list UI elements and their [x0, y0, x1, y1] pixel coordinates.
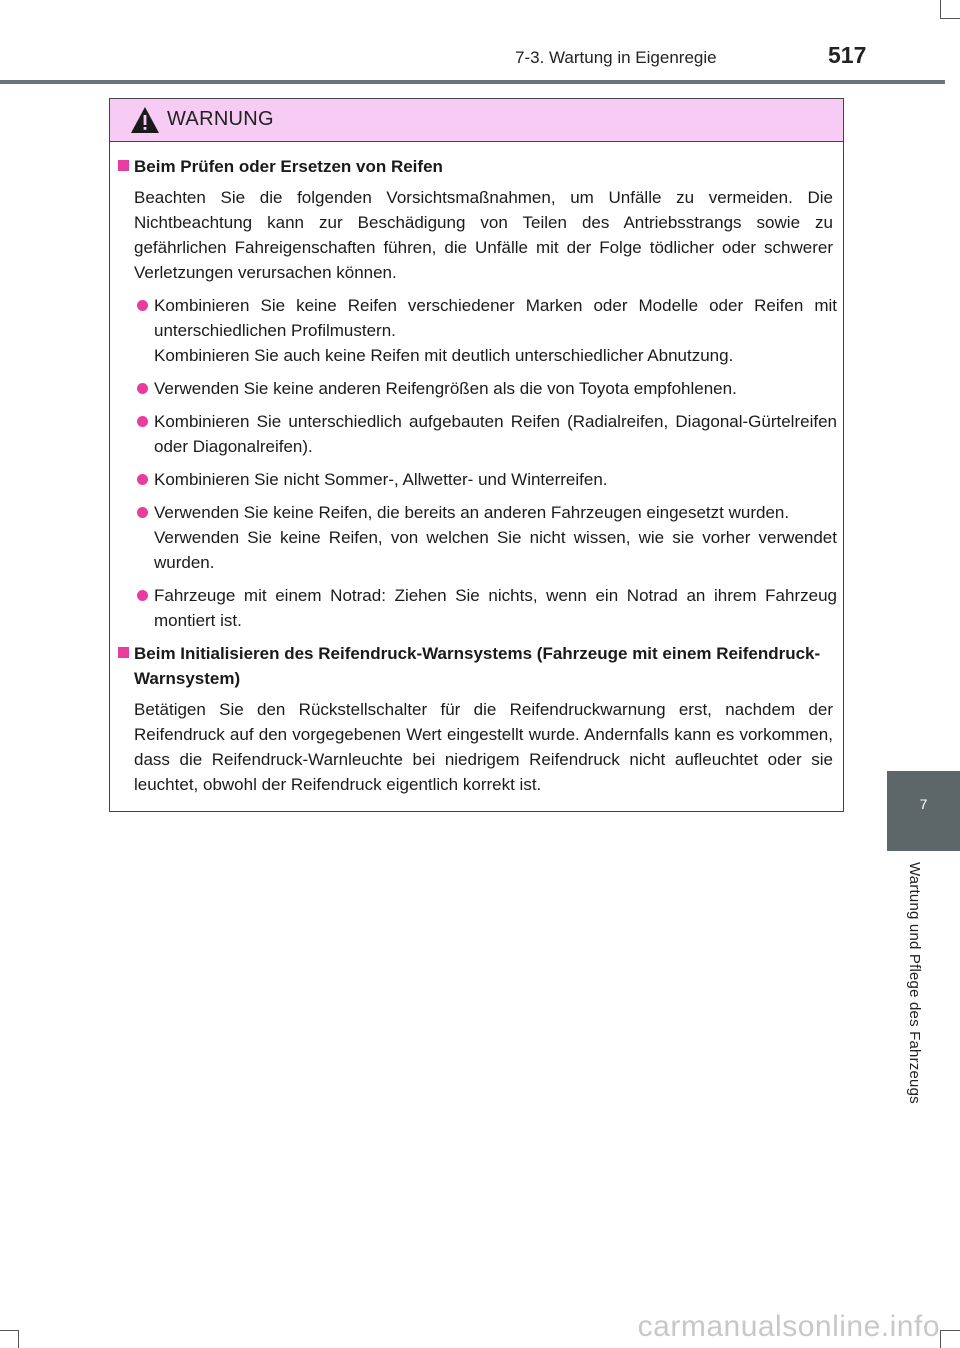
list-item [154, 583, 837, 633]
list-item-text: Kombinieren Sie auch keine Reifen mit deutlich unterschiedlicher Abnutzung. [154, 346, 734, 365]
list-item [154, 376, 837, 401]
section-title-text: Beim Prüfen oder Ersetzen von Reifen [134, 157, 443, 176]
section-title-text: Beim Initialisieren des Reifendruck-Warnsystems (Fahrzeuge mit einem Reifendruck-Warnsystem) [134, 644, 821, 688]
list-item [154, 467, 837, 492]
page-number: 517 [828, 42, 867, 68]
crop-mark [18, 1330, 19, 1348]
square-bullet-icon [118, 160, 129, 171]
warning-header [110, 99, 843, 142]
round-bullet-icon [137, 474, 148, 485]
round-bullet-icon [137, 590, 148, 601]
crop-mark [0, 1330, 18, 1331]
section-title [134, 154, 843, 179]
chapter-title: Wartung und Pflege des Fahrzeugs [906, 862, 923, 1104]
round-bullet-icon [137, 383, 148, 394]
section-header-title: 7-3. Wartung in Eigenregie [515, 48, 717, 67]
list-item-text: Kombinieren Sie unterschiedlich aufgebauten Reifen (Radialreifen, Diagonal-Gürtelreifen oder Diagonalreifen). [154, 412, 837, 456]
warning-content [110, 154, 843, 805]
list-item [154, 293, 837, 368]
list-item-text: Verwenden Sie keine Reifen, die bereits an anderen Fahrzeugen eingesetzt wurden. [154, 503, 790, 522]
square-bullet-icon [118, 647, 129, 658]
warning-triangle-icon [130, 106, 160, 134]
round-bullet-icon [137, 416, 148, 427]
chapter-tab [887, 771, 960, 851]
paragraph: Betätigen Sie den Rückstellschalter für die Reifendruckwarnung erst, nachdem der Reifendruck auf den vorgegebenen Wert eingestellt wurde. Andernfalls kann es vorkommen, dass die Reifendruck-Warnleuchte bei niedrigem Reifendruck nicht aufleuchtet oder sie leuchtet, obwohl der Reifendruck eigentlich korrekt ist. [134, 700, 833, 794]
round-bullet-icon [137, 300, 148, 311]
crop-mark [940, 1330, 941, 1348]
list-item [154, 409, 837, 459]
section-title [134, 641, 843, 691]
list-item [154, 500, 837, 575]
list-item-text: Verwenden Sie keine Reifen, von welchen Sie nicht wissen, wie sie vorher verwendet wurden. [154, 528, 837, 572]
round-bullet-icon [137, 507, 148, 518]
crop-mark [940, 0, 941, 18]
list-item-text: Fahrzeuge mit einem Notrad: Ziehen Sie nichts, wenn ein Notrad an ihrem Fahrzeug montiert ist. [154, 586, 837, 630]
warning-box [109, 98, 844, 812]
header-rule [0, 80, 945, 84]
warning-label: WARNUNG [167, 108, 274, 130]
list-item-text: Kombinieren Sie keine Reifen verschiedener Marken oder Modelle oder Reifen mit unterschiedlichen Profilmustern. [154, 296, 837, 340]
paragraph: Beachten Sie die folgenden Vorsichtsmaßnahmen, um Unfälle zu vermeiden. Die Nichtbeachtung kann zur Beschädigung von Teilen des Antriebsstrangs sowie zu gefährlichen Fahreigenschaften führen, die Unfälle mit der Folge tödlicher oder schwerer Verletzungen verursachen können. [134, 188, 833, 282]
crop-mark [940, 18, 960, 19]
list-item-text: Kombinieren Sie nicht Sommer-, Allwetter- und Winterreifen. [154, 470, 608, 489]
crop-mark [940, 1330, 960, 1331]
watermark: carmanualsonline.info [637, 1310, 940, 1343]
list-item-text: Verwenden Sie keine anderen Reifengrößen als die von Toyota empfohlenen. [154, 379, 737, 398]
chapter-number: 7 [919, 796, 928, 812]
